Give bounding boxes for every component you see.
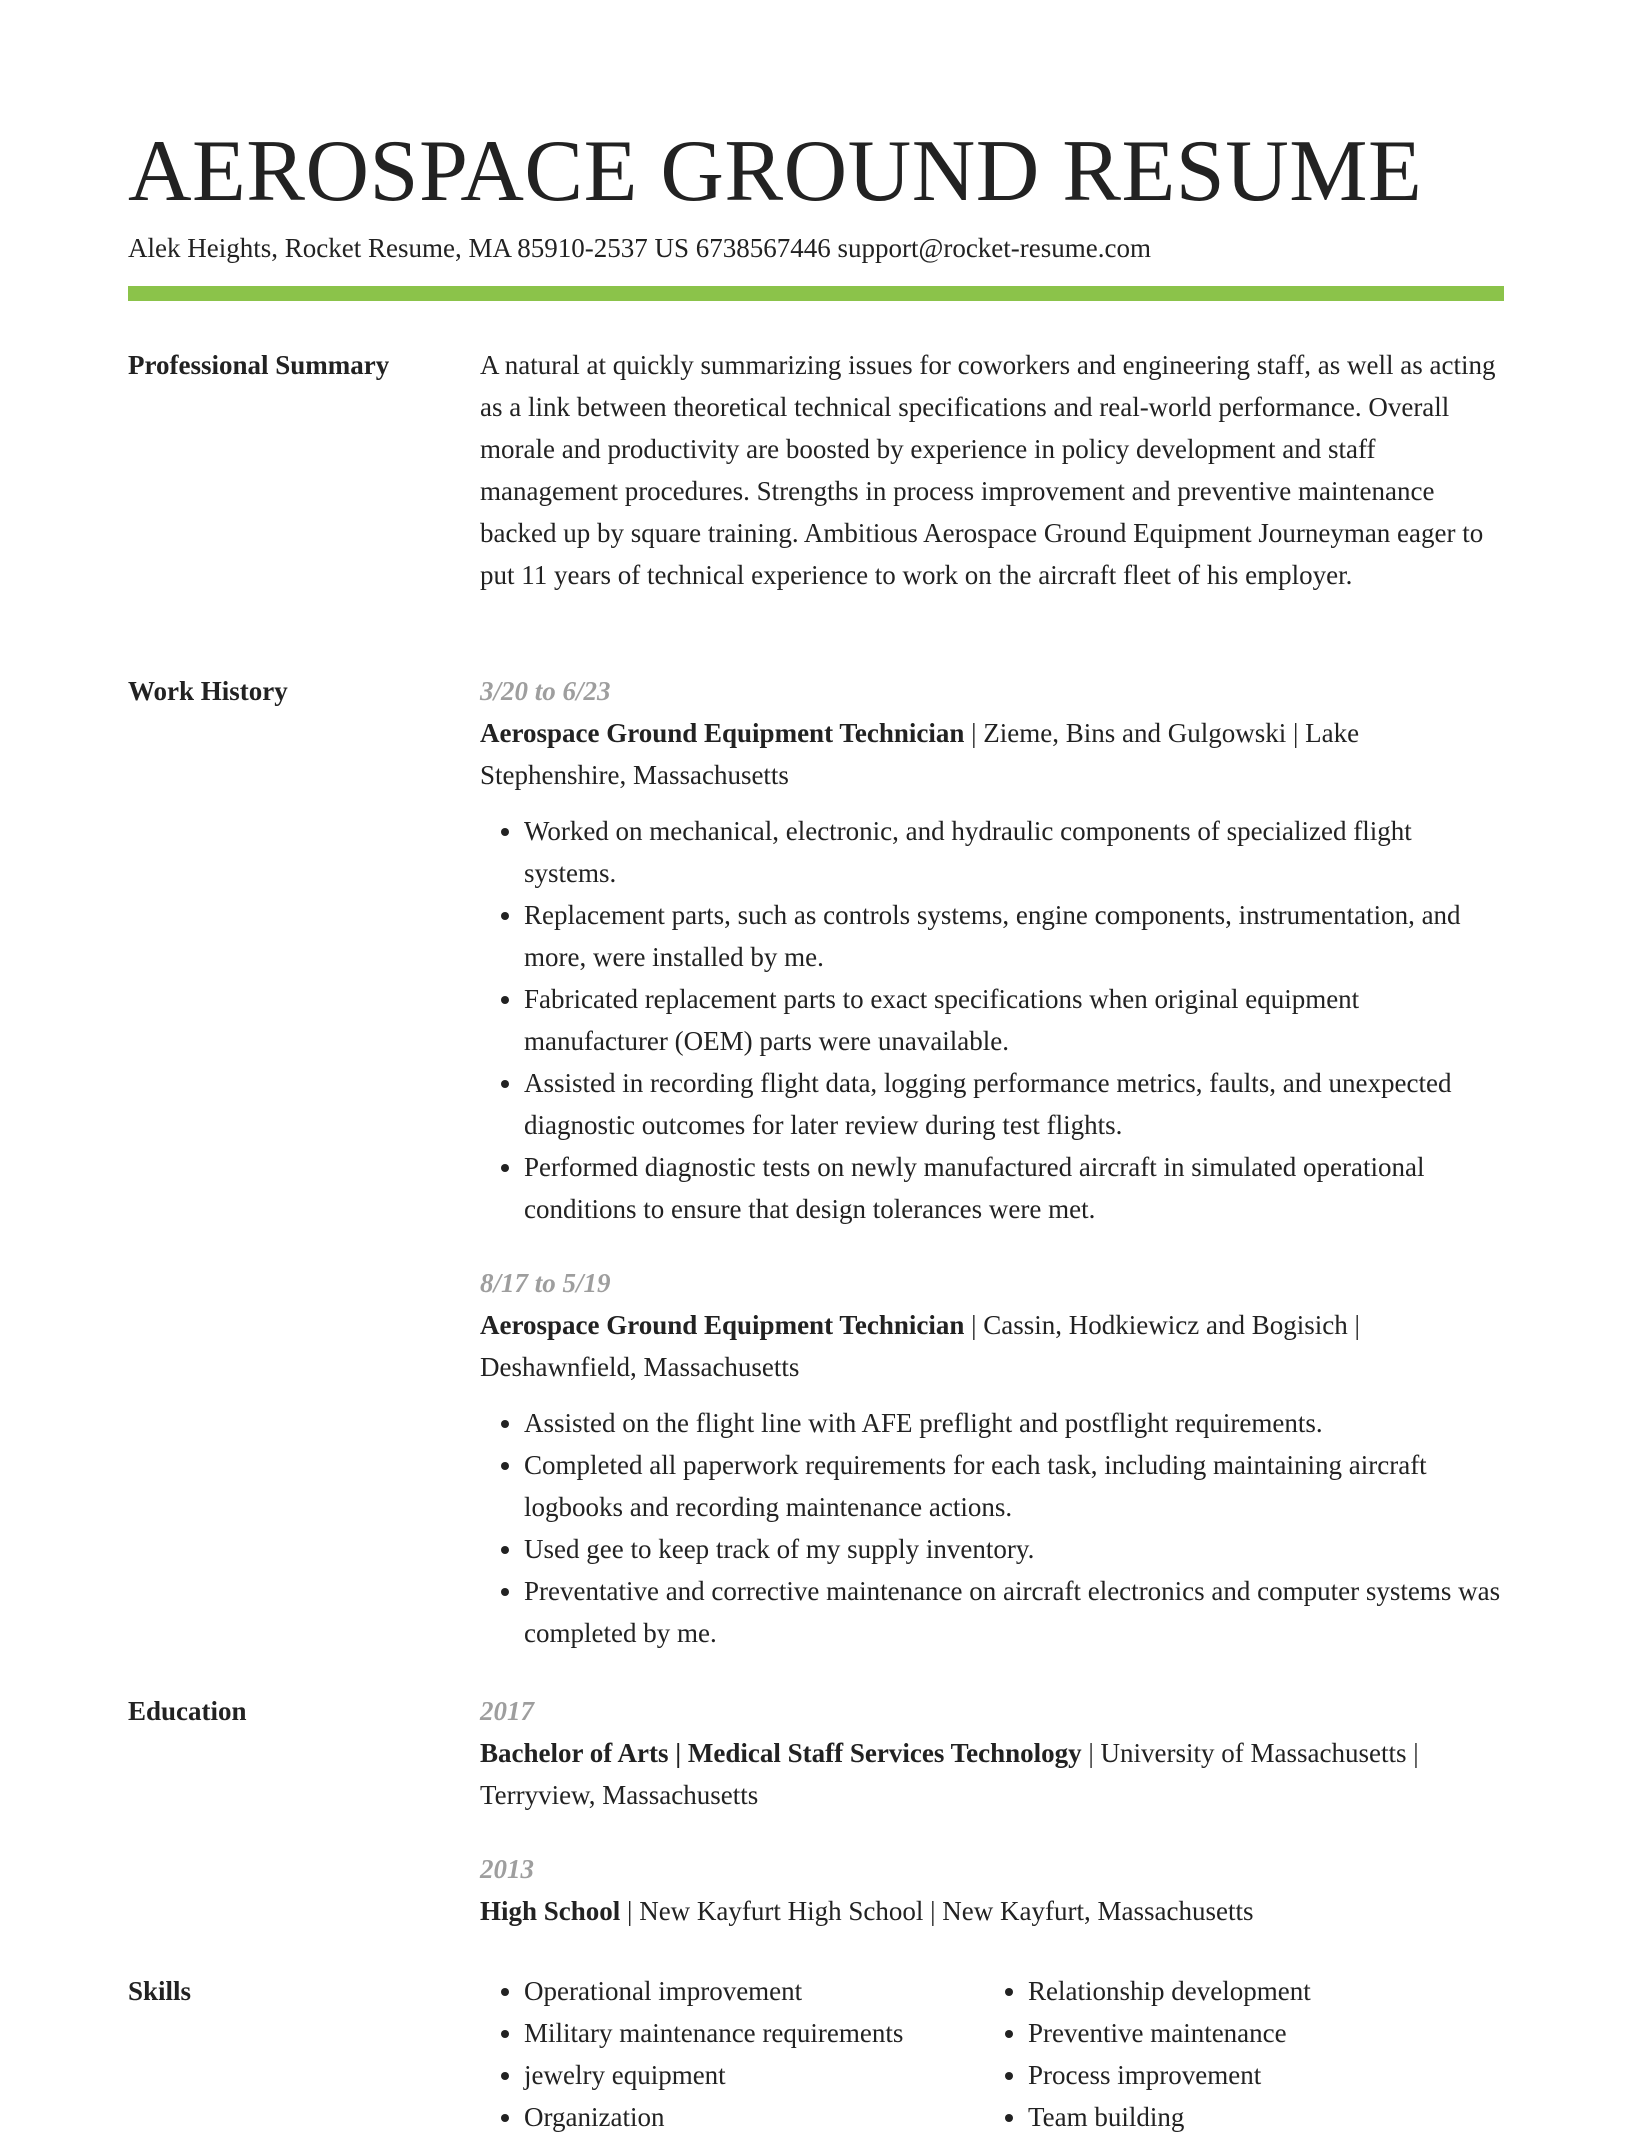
education-body	[480, 1690, 1504, 1964]
education-entry	[480, 1848, 1504, 1932]
list-item: • Team building	[1028, 2096, 1488, 2138]
job-bullets	[480, 1402, 1504, 1654]
list-item: • Used gee to keep track of my supply inventory.	[524, 1528, 1504, 1570]
education-heading	[480, 1732, 1504, 1816]
resume-title: AEROSPACE GROUND RESUME	[128, 123, 1423, 220]
list-item: • Military maintenance requirements	[524, 2012, 984, 2054]
job-dates: 3/20 to 6/23	[480, 676, 611, 706]
list-item: • jewelry equipment	[524, 2054, 984, 2096]
list-item: • Operational improvement	[524, 1970, 984, 2012]
job-heading	[480, 712, 1504, 796]
education-details: | University of Massachusetts | Terryview, Massachusetts	[480, 1738, 1419, 1810]
education-heading	[480, 1890, 1504, 1932]
section-label-summary: Professional Summary	[128, 350, 390, 380]
job-title: Aerospace Ground Equipment Technician	[480, 1310, 965, 1340]
job-title: Aerospace Ground Equipment Technician	[480, 718, 965, 748]
list-item: • Assisted in recording flight data, logging performance metrics, faults, and unexpected diagnostic outcomes for later review during test flights.	[524, 1062, 1504, 1146]
list-item: • Fabricated replacement parts to exact specifications when original equipment manufacturer (OEM) parts were unavailable.	[524, 978, 1504, 1062]
contact-line: Alek Heights, Rocket Resume, MA 85910-2537 US 6738567446 support@rocket-resume.com	[128, 233, 1151, 263]
job-entry	[480, 670, 1504, 1230]
list-item: • Organization	[524, 2096, 984, 2138]
list-item: • Preventive maintenance	[1028, 2012, 1488, 2054]
skills-columns	[480, 1970, 1504, 2138]
list-item: • Worked on mechanical, electronic, and hydraulic components of specialized flight systems.	[524, 810, 1504, 894]
skills-list-right	[984, 1970, 1488, 2138]
list-item: • Process improvement	[1028, 2054, 1488, 2096]
job-entry	[480, 1262, 1504, 1654]
accent-divider	[128, 286, 1504, 301]
section-label-work: Work History	[128, 676, 288, 706]
job-bullets	[480, 810, 1504, 1230]
job-heading	[480, 1304, 1504, 1388]
list-item: • Preventative and corrective maintenance on aircraft electronics and computer systems was completed by me.	[524, 1570, 1504, 1654]
summary-text: A natural at quickly summarizing issues for coworkers and engineering staff, as well as acting as a link between theoretical technical specifications and real-world performance. Overall morale and productivity are boosted by experience in policy development and staff management procedures. Strengths in process improvement and preventive maintenance backed up by square training. Ambitious Aerospace Ground Equipment Journeyman eager to put 11 years of technical experience to work on the aircraft fleet of his employer.	[480, 350, 1496, 590]
education-year: 2017	[480, 1696, 534, 1726]
job-details: | Zieme, Bins and Gulgowski | Lake Stephenshire, Massachusetts	[480, 718, 1360, 790]
skills-list-left	[480, 1970, 984, 2138]
resume-header	[128, 118, 1504, 266]
list-item: • Completed all paperwork requirements for each task, including maintaining aircraft logbooks and recording maintenance actions.	[524, 1444, 1504, 1528]
degree-title: High School	[480, 1896, 621, 1926]
job-dates: 8/17 to 5/19	[480, 1268, 611, 1298]
list-item: • Performed diagnostic tests on newly manufactured aircraft in simulated operational conditions to ensure that design tolerances were met.	[524, 1146, 1504, 1230]
education-details: | New Kayfurt High School | New Kayfurt, Massachusetts	[620, 1896, 1254, 1926]
section-label-education: Education	[128, 1696, 247, 1726]
section-label-skills: Skills	[128, 1976, 192, 2006]
job-details: | Cassin, Hodkiewicz and Bogisich | Deshawnfield, Massachusetts	[480, 1310, 1360, 1382]
list-item: • Assisted on the flight line with AFE preflight and postflight requirements.	[524, 1402, 1504, 1444]
work-body	[480, 670, 1504, 1686]
list-item: • Replacement parts, such as controls systems, engine components, instrumentation, and more, were installed by me.	[524, 894, 1504, 978]
education-year: 2013	[480, 1854, 534, 1884]
skills-body	[480, 1970, 1504, 2138]
degree-title: Bachelor of Arts | Medical Staff Services Technology	[480, 1738, 1082, 1768]
summary-body	[480, 344, 1504, 596]
education-entry	[480, 1690, 1504, 1816]
list-item: • Relationship development	[1028, 1970, 1488, 2012]
